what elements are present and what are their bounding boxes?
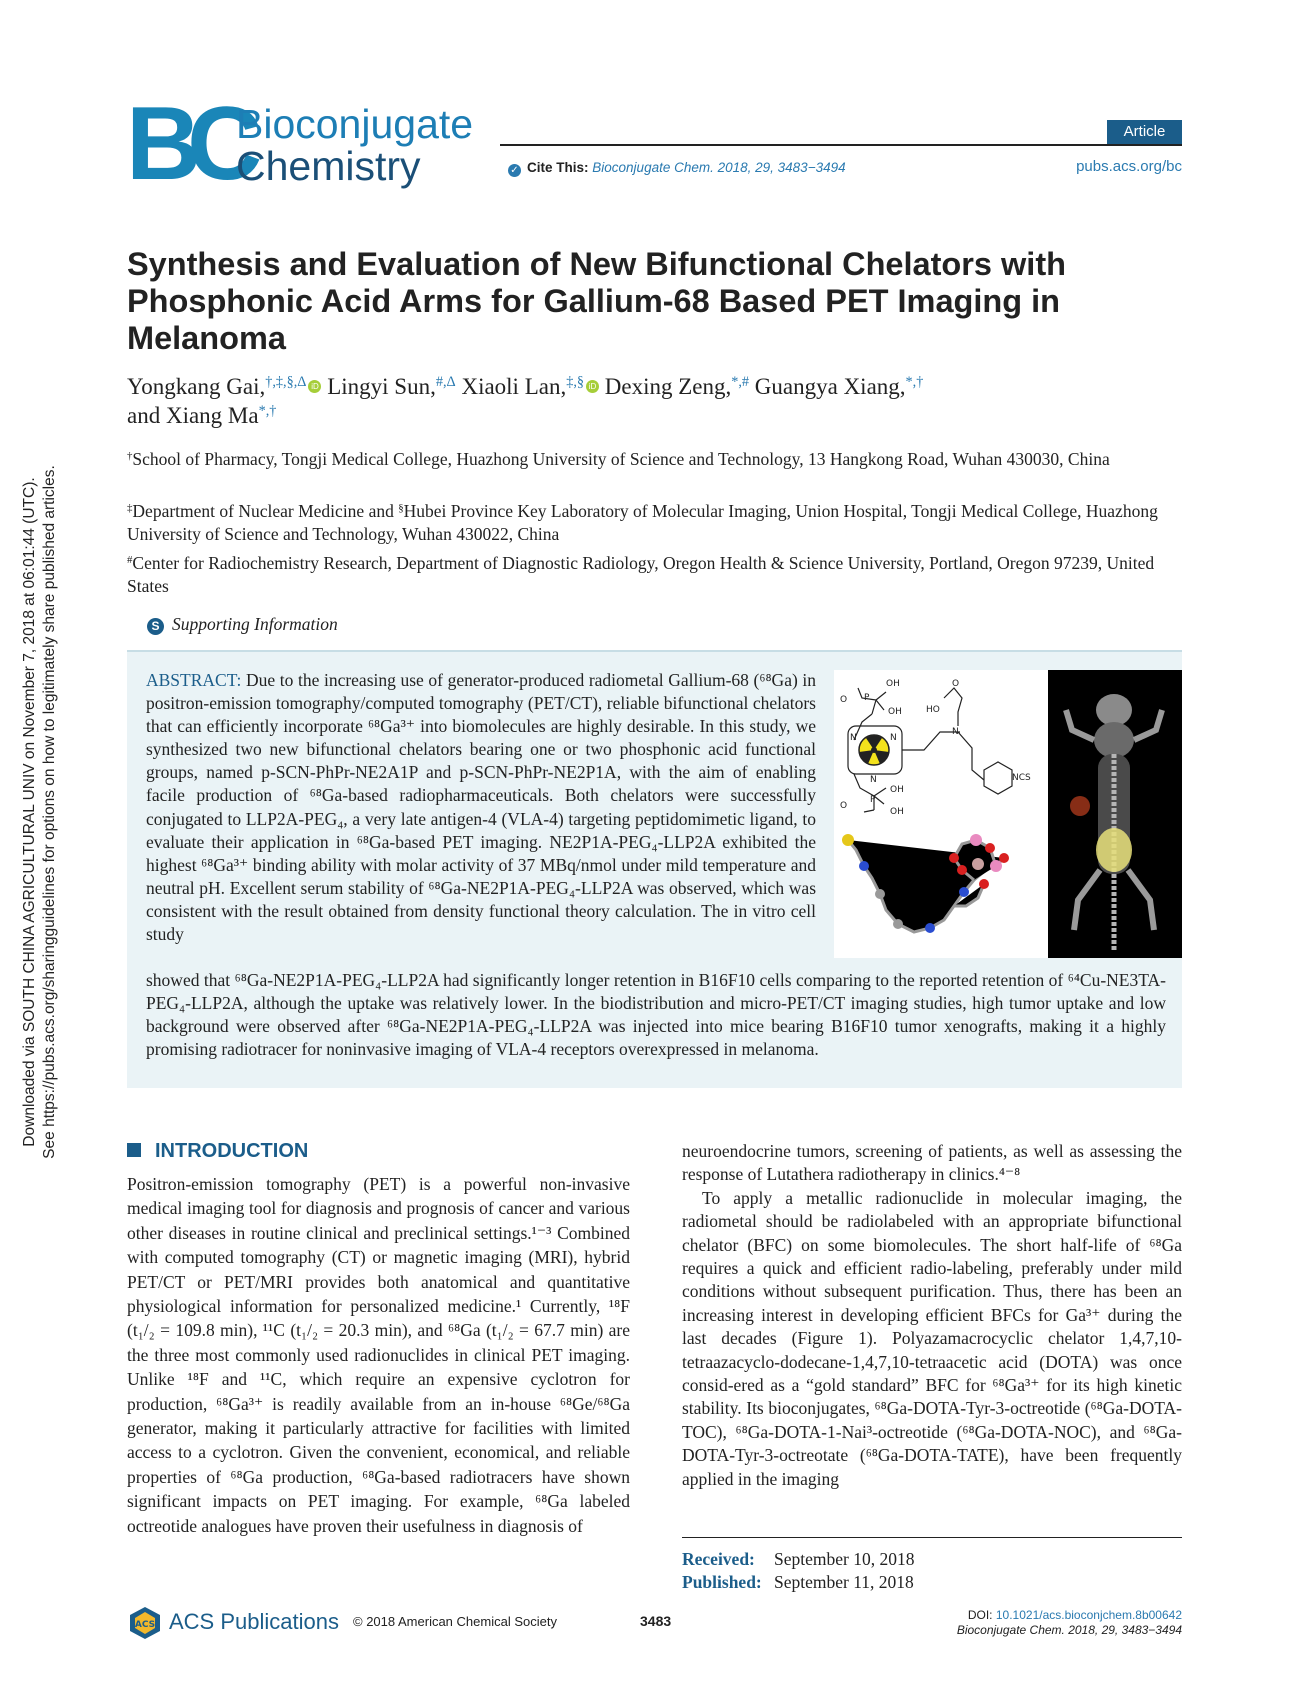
author[interactable]: Dexing Zeng,*,# <box>604 374 750 399</box>
structure-label: N <box>850 733 857 743</box>
structure-label: P <box>864 693 870 703</box>
cite-reference[interactable]: Bioconjugate Chem. 2018, 29, 3483−3494 <box>592 160 846 175</box>
structure-label: HO <box>926 705 940 715</box>
chelator-structure-diagram <box>834 670 1044 958</box>
paragraph: neuroendocrine tumors, screening of patients, as well as assessing the response of Lutathera radiotherapy in clinics.⁴⁻⁸ <box>682 1141 1182 1185</box>
supporting-info-label: Supporting Information <box>172 614 338 634</box>
acs-publications-logo[interactable] <box>127 1603 347 1643</box>
download-note-line2: See https://pubs.acs.org/sharingguidelines for options on how to legitimately share published articles. <box>41 465 58 1159</box>
author[interactable]: and Xiang Ma*,† <box>127 403 277 428</box>
structure-label: OH <box>888 707 902 717</box>
body-column-right <box>682 1140 1182 1491</box>
published-date: September 11, 2018 <box>774 1572 914 1592</box>
cite-this[interactable] <box>508 160 846 177</box>
structure-label: OH <box>890 785 904 795</box>
doi-label: DOI: <box>967 1608 996 1622</box>
structure-label: O <box>952 679 960 689</box>
journal-name-line1: Bioconjugate <box>236 101 474 147</box>
abstract-text <box>146 669 816 946</box>
acs-hexagon-icon <box>127 1605 163 1641</box>
body-column-left <box>127 1172 630 1538</box>
journal-logo[interactable] <box>126 86 506 202</box>
structure-label: O <box>840 695 848 705</box>
article-type-badge: Article <box>1107 120 1182 144</box>
structure-label: P <box>870 795 876 805</box>
structure-label: N <box>952 727 959 737</box>
affiliation: †School of Pharmacy, Tongji Medical College, Huazhong University of Science and Technology, 13 Hangkong Road, Wuhan 430030, China <box>127 449 1110 469</box>
doi-citation <box>957 1608 1182 1638</box>
dates-rule <box>682 1537 1182 1538</box>
structure-label: OH <box>890 807 904 817</box>
supporting-information-link[interactable] <box>147 614 338 635</box>
orcid-icon[interactable]: iD <box>586 380 599 393</box>
structure-label: N <box>870 775 877 785</box>
abstract-body-narrow: Due to the increasing use of generator-produced radiometal Gallium-68 (⁶⁸Ga) in positron-emission tomography/computed tomography (PET/CT), reliable bifunctional chelators that can efficiently incorporate ⁶⁸Ga³⁺ into biomolecules are highly desirable. In this study, we synthesized two new bifunctional chelators bearing one or two phosphonic acid functional groups, named p-SCN-PhPr-NE2A1P and p-SCN-PhPr-NE2P1A, with the aim of enabling facile production of ⁶⁸Ga-based radiopharmaceuticals. Both chelators were successfully conjugated to LLP2A-PEG₄, a very late antigen-4 (VLA-4) targeting peptidomimetic ligand, to evaluate their application in ⁶⁸Ga-based PET imaging. NE2P1A-PEG₄-LLP2A exhibited the highest ⁶⁸Ga³⁺ binding ability with molar activity of 37 MBq/nmol under mild temperature and neutral pH. Excellent serum stability of ⁶⁸Ga-NE2P1A-PEG₄-LLP2A was observed, which was consistent with the result obtained from density functional theory calculation. The in vitro cell study <box>146 670 817 945</box>
section-marker-icon <box>127 1143 141 1157</box>
received-label: Received: <box>682 1549 755 1569</box>
orcid-icon[interactable]: iD <box>308 380 321 393</box>
paragraph: Positron-emission tomography (PET) is a powerful non-invasive medical imaging tool for diagnosis and prognosis of cancer and various other diseases in routine clinical and preclinical settings.¹⁻³ Combined with computed tomography (CT) or magnetic imaging (MRI), hybrid PET/CT or PET/MRI provides both anatomical and quantitative physiological information for personalized medicine.¹ Currently, ¹⁸F (t₁/₂ = 109.8 min), ¹¹C (t₁/₂ = 20.3 min), and ⁶⁸Ga (t₁/₂ = 67.7 min) are the three most commonly used radionuclides in clinical PET imaging. Unlike ¹⁸F and ¹¹C, which require an expensive cyclotron for production, ⁶⁸Ga³⁺ is readily available from an in-house ⁶⁸Ge/⁶⁸Ga generator, making it particularly attractive for facilities with limited access to a cyclotron. Given the convenient, economical, and reliable properties of ⁶⁸Ga production, ⁶⁸Ga-based radiotracers have shown significant impacts on PET imaging. For example, ⁶⁸Ga labeled octreotide analogues have proven their usefulness in diagnosis of <box>127 1174 630 1536</box>
download-note <box>0 0 60 1705</box>
affiliation: #Center for Radiochemistry Research, Department of Diagnostic Radiology, Oregon Health & Science University, Portland, Oregon 97239, United States <box>127 553 1155 596</box>
article-title: Synthesis and Evaluation of New Bifunctional Chelators with Phosphonic Acid Arms for Gallium-68 Based PET Imaging in Melanoma <box>127 246 1067 356</box>
author[interactable]: Xiaoli Lan,‡,§ iD <box>461 374 599 399</box>
pet-ct-mouse-image <box>1048 670 1182 958</box>
abstract-body-wide: showed that ⁶⁸Ga-NE2P1A-PEG₄-LLP2A had significantly longer retention in B16F10 cells comparing to the reported retention of ⁶⁴Cu-NE3TA-PEG₄-LLP2A, although the uptake was relatively lower. In the biodistribution and micro-PET/CT imaging studies, high tumor uptake and low background were observed after ⁶⁸Ga-NE2P1A-PEG₄-LLP2A was injected into mice bearing B16F10 tumor xenografts, making it a highly promising radiotracer for noninvasive imaging of VLA-4 receptors overexpressed in melanoma. <box>146 970 1166 1060</box>
section-heading-introduction: INTRODUCTION <box>127 1140 308 1163</box>
author[interactable]: Guangya Xiang,*,† <box>754 374 924 399</box>
structure-label: O <box>840 801 848 811</box>
affiliation: ‡Department of Nuclear Medicine and §Hubei Province Key Laboratory of Molecular Imaging, Union Hospital, Tongji Medical College, Huazhong University of Science and Technology, Wuhan 430022, China <box>127 501 1158 544</box>
structure-label: NCS <box>1012 773 1031 783</box>
header-rule <box>500 144 1182 146</box>
journal-site-link[interactable]: pubs.acs.org/bc <box>1076 158 1182 175</box>
copyright-notice: © 2018 American Chemical Society <box>353 1614 557 1629</box>
structure-label: OH <box>886 679 900 689</box>
article-dates <box>682 1548 914 1594</box>
svg-text:ACS: ACS <box>134 1620 156 1630</box>
author[interactable]: Yongkang Gai,$^{\dagger,\ddagger,\S,\Delta}$ iD <box>127 374 321 399</box>
structure-label: N <box>890 733 897 743</box>
doi-link[interactable]: 10.1021/acs.bioconjchem.8b00642 <box>995 1608 1182 1622</box>
supporting-info-icon: S <box>147 618 164 635</box>
download-note-line1: Downloaded via SOUTH CHINA AGRICULTURAL UNIV on November 7, 2018 at 06:01:44 (UTC). <box>21 477 38 1147</box>
publisher-name: ACS Publications <box>169 1609 339 1634</box>
paragraph: To apply a metallic radionuclide in molecular imaging, the radiometal should be radiolabeled with an appropriate bifunctional chelator (BFC) on some biomolecules. The short half-life of ⁶⁸Ga requires a quick and efficient radio-labeling, preferably under mild conditions without subsequent purification. Thus, there has been an increasing interest in developing efficient BFCs for Ga³⁺ during the last decades (Figure 1). Polyazamacrocyclic chelator 1,4,7,10-tetraazacyclo-dodecane-1,4,7,10-tetraacetic acid (DOTA) was once consid-ered as a “gold standard” BFC for ⁶⁸Ga³⁺ for its high kinetic stability. Its bioconjugates, ⁶⁸Ga-DOTA-Tyr-3-octreotide (⁶⁸Ga-DOTA-TOC), ⁶⁸Ga-DOTA-1-Nai³-octreotide (⁶⁸Ga-DOTA-NOC), and ⁶⁸Ga-DOTA-Tyr-3-octreotate (⁶⁸Ga-DOTA-TATE), have been frequently applied in the imaging <box>682 1187 1182 1489</box>
page-number: 3483 <box>640 1613 672 1629</box>
check-icon: ✓ <box>508 164 521 177</box>
received-date: September 10, 2018 <box>774 1549 915 1569</box>
cite-label: Cite This: <box>527 160 589 175</box>
published-label: Published: <box>682 1572 762 1592</box>
author-list <box>127 372 1187 430</box>
abstract-label: ABSTRACT: <box>146 670 242 690</box>
footer-citation: Bioconjugate Chem. 2018, 29, 3483−3494 <box>956 1623 1182 1637</box>
journal-name-line2: Chemistry <box>236 143 421 189</box>
author[interactable]: Lingyi Sun,$^{\#,\Delta}$ <box>327 374 456 399</box>
journal-logo-monogram: BC <box>126 86 249 202</box>
